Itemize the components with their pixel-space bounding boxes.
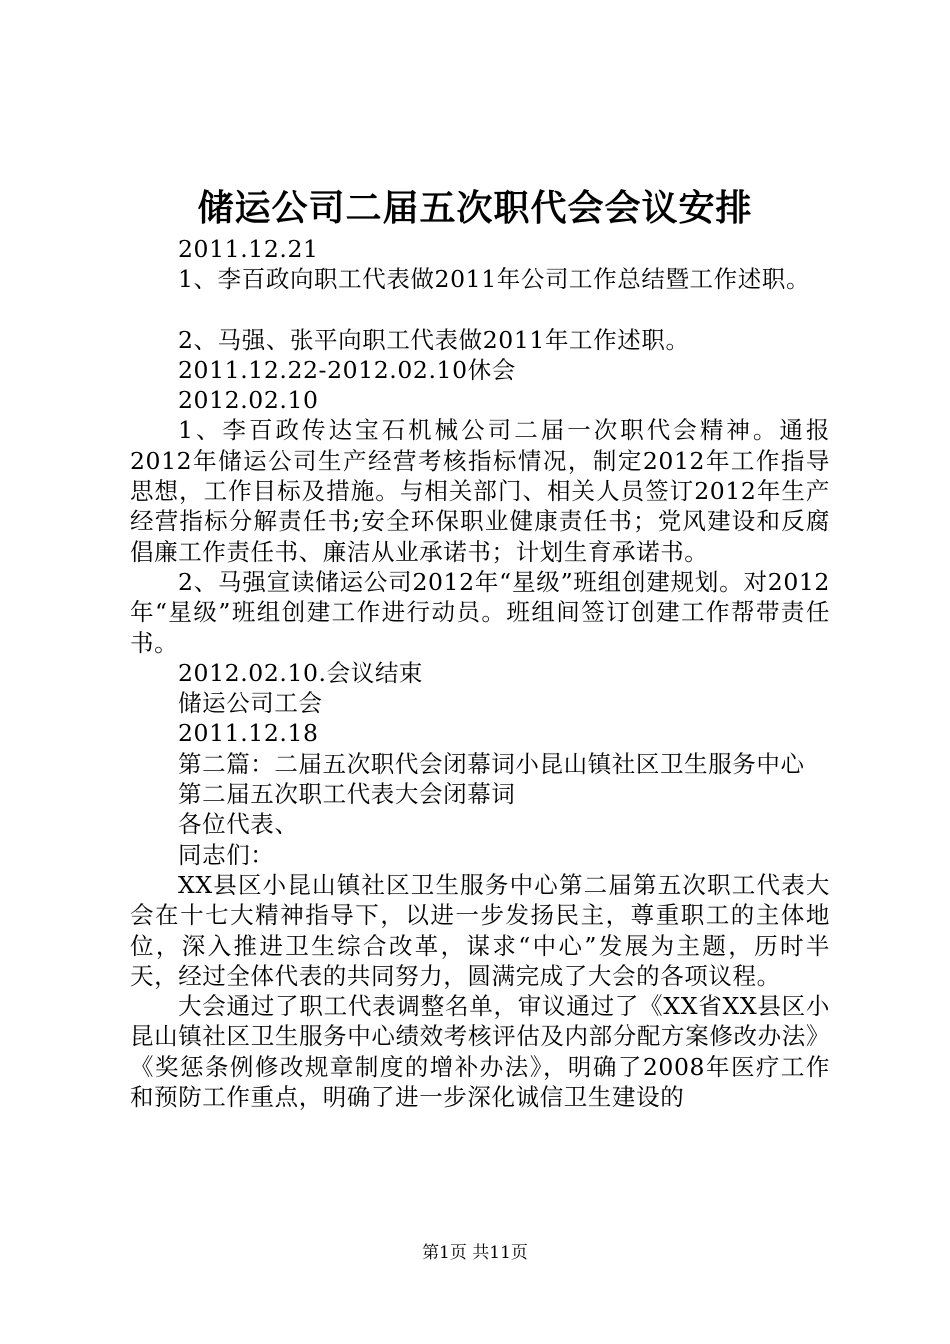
section-heading: 第二篇：二届五次职代会闭幕词小昆山镇社区卫生服务中心 [178, 749, 805, 778]
agenda-item: 2、马强、张平向职工代表做2011年工作述职。 [178, 325, 690, 354]
date-line: 2011.12.18 [178, 719, 319, 748]
date-line: 2011.12.22-2012.02.10休会 [178, 355, 516, 384]
salutation-line: 各位代表、 [178, 810, 299, 839]
paragraph: 1、李百政传达宝石机械公司二届一次职代会精神。通报2012年储运公司生产经营考核指标情况，制定2012年工作指导思想，工作目标及措施。与相关部门、相关人员签订2012年生产经营指标分解责任书;安全环保职业健康责任书；党风建设和反腐倡廉工作责任书、廉洁从业承诺书；计划生育承诺书。 [130, 416, 830, 566]
paragraph: 2、马强宣读储运公司2012年“星级”班组创建规划。对2012年“星级”班组创建工作进行动员。班组间签订创建工作帮带责任书。 [130, 567, 830, 657]
date-line: 2012.02.10 [178, 386, 319, 415]
salutation-line: 同志们： [178, 840, 275, 869]
paragraph: XX县区小昆山镇社区卫生服务中心第二届第五次职工代表大会在十七大精神指导下，以进一步发扬民主，尊重职工的主体地位，深入推进卫生综合改革，谋求“中心”发展为主题，历时半天，经过全体代表的共同努力，圆满完成了大会的各项议程。 [130, 870, 830, 990]
agenda-item: 1、李百政向职工代表做2011年公司工作总结暨工作述职。 [178, 265, 811, 294]
signature-line: 储运公司工会 [178, 689, 323, 718]
blank-line [130, 295, 830, 325]
date-line: 2012.02.10.会议结束 [178, 658, 424, 687]
page-footer: 第1页 共11页 [422, 1243, 528, 1263]
speech-title: 第二届五次职工代表大会闭幕词 [178, 780, 516, 809]
document-title: 储运公司二届五次职代会会议安排 [197, 187, 753, 229]
document-body [130, 234, 830, 1112]
paragraph: 大会通过了职工代表调整名单，审议通过了《XX省XX县区小昆山镇社区卫生服务中心绩效考核评估及内部分配方案修改办法》《奖惩条例修改规章制度的增补办法》，明确了2008年医疗工作和预防工作重点，明确了进一步深化诚信卫生建设的 [130, 992, 830, 1112]
date-line: 2011.12.21 [178, 235, 319, 263]
